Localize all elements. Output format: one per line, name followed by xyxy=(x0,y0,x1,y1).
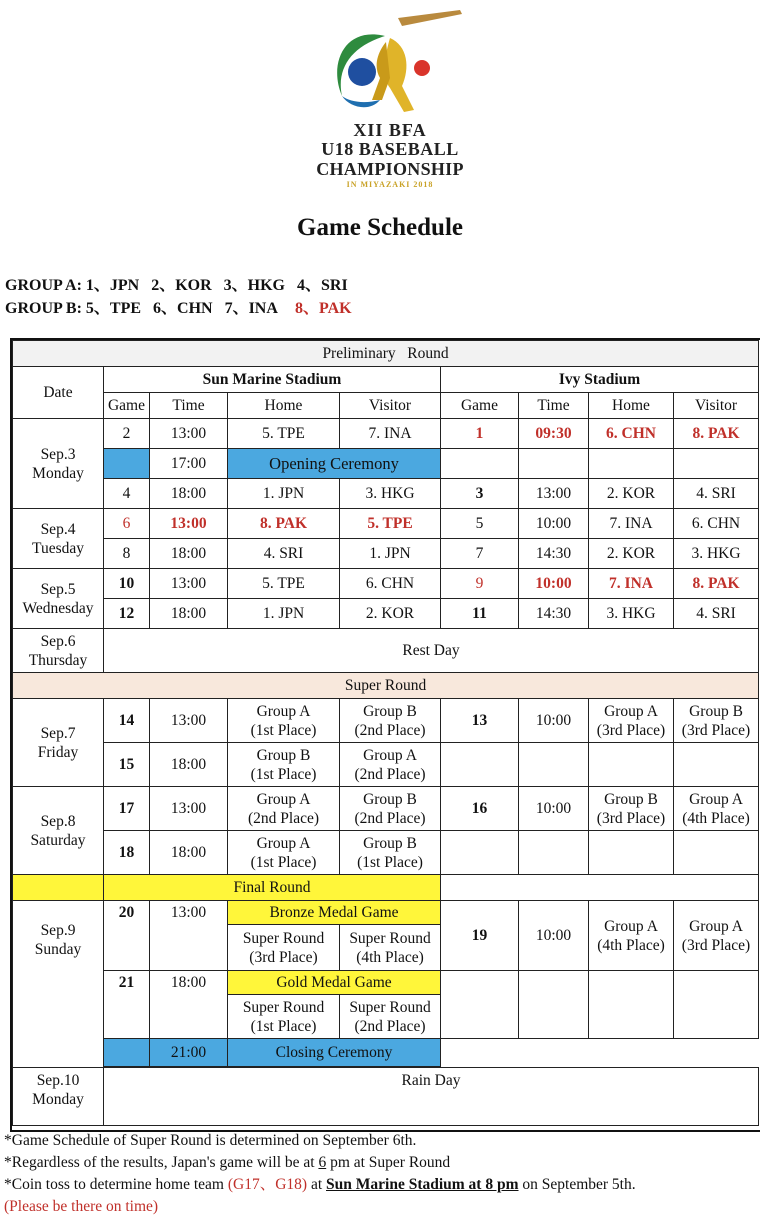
visitor-team: Super Round (4th Place) xyxy=(340,925,441,971)
blank-cell xyxy=(104,449,150,479)
game-number: 5 xyxy=(441,509,519,539)
group-a-label: GROUP A: xyxy=(5,277,82,294)
game-number: 13 xyxy=(441,699,519,743)
visitor-team: 4. SRI xyxy=(674,599,759,629)
visitor-team: 6. CHN xyxy=(674,509,759,539)
home-team: Group A (2nd Place) xyxy=(228,787,340,831)
home-team: 1. JPN xyxy=(228,599,340,629)
home-team: Group B (3rd Place) xyxy=(589,787,674,831)
visitor-team: Group A (2nd Place) xyxy=(340,743,441,787)
group-b-line xyxy=(5,297,352,320)
visitor-team: 5. TPE xyxy=(340,509,441,539)
game-time: 18:00 xyxy=(150,479,228,509)
game-number: 18 xyxy=(104,831,150,875)
game-number: 1 xyxy=(441,419,519,449)
visitor-team: 7. INA xyxy=(340,419,441,449)
note-2 xyxy=(4,1152,636,1174)
group-b-label: GROUP B: xyxy=(5,300,82,317)
rest-day: Rest Day xyxy=(104,629,759,673)
note-3-at: at xyxy=(310,1176,323,1193)
group-b-teams: 5、TPE 6、CHN 7、INA xyxy=(85,300,278,317)
group-a-line xyxy=(5,274,352,297)
visitor-team: Group B (2nd Place) xyxy=(340,699,441,743)
opening-ceremony: Opening Ceremony xyxy=(228,449,441,479)
logo-line-4: IN MIYAZAKI 2018 xyxy=(346,180,434,189)
table-row xyxy=(13,509,759,539)
game-time: 10:00 xyxy=(519,699,589,743)
table-row xyxy=(13,599,759,629)
table-row xyxy=(13,743,759,787)
game-number: 15 xyxy=(104,743,150,787)
home-team: Group A (1st Place) xyxy=(228,831,340,875)
group-a-teams: 1、JPN 2、KOR 3、HKG 4、SRI xyxy=(85,277,348,294)
blank-cell xyxy=(441,743,519,787)
col-visitor: Visitor xyxy=(340,393,441,419)
note-3-location: Sun Marine Stadium at 8 pm xyxy=(326,1176,519,1193)
table-row xyxy=(13,539,759,569)
game-time: 18:00 xyxy=(150,743,228,787)
visitor-team: Group B (3rd Place) xyxy=(674,699,759,743)
date-header: Date xyxy=(13,367,104,419)
table-row xyxy=(13,449,759,479)
final-round-header: Final Round xyxy=(104,875,441,901)
note-2-text-end: pm at Super Round xyxy=(330,1154,451,1171)
table-row xyxy=(13,419,759,449)
blank-cell xyxy=(519,971,589,1039)
game-number: 3 xyxy=(441,479,519,509)
visitor-team: Super Round (2nd Place) xyxy=(340,995,441,1039)
visitor-team: 8. PAK xyxy=(674,419,759,449)
logo-line-2: U18 BASEBALL xyxy=(321,139,459,159)
blank-cell xyxy=(104,1039,150,1067)
game-number: 12 xyxy=(104,599,150,629)
blank-cell xyxy=(674,743,759,787)
home-team: Group B (1st Place) xyxy=(228,743,340,787)
table-row xyxy=(13,901,759,925)
game-time: 09:30 xyxy=(519,419,589,449)
col-visitor: Visitor xyxy=(674,393,759,419)
game-time: 13:00 xyxy=(150,699,228,743)
table-row xyxy=(13,971,759,995)
col-time: Time xyxy=(519,393,589,419)
date-cell: Sep.8 Saturday xyxy=(13,787,104,875)
game-number: 14 xyxy=(104,699,150,743)
game-time: 10:00 xyxy=(519,901,589,971)
home-team: 2. KOR xyxy=(589,479,674,509)
game-time: 14:30 xyxy=(519,539,589,569)
blank-cell xyxy=(13,875,104,901)
blank-cell xyxy=(441,831,519,875)
rain-day: Rain Day xyxy=(104,1068,759,1126)
game-time: 14:30 xyxy=(519,599,589,629)
game-time: 10:00 xyxy=(519,509,589,539)
game-time: 13:00 xyxy=(150,787,228,831)
home-team: Group A (3rd Place) xyxy=(589,699,674,743)
note-2-time: 6 xyxy=(318,1154,327,1171)
blank-cell xyxy=(441,971,519,1039)
closing-ceremony: Closing Ceremony xyxy=(228,1039,441,1067)
game-time: 13:00 xyxy=(519,479,589,509)
visitor-team: 3. HKG xyxy=(674,539,759,569)
game-number: 6 xyxy=(104,509,150,539)
opening-time: 17:00 xyxy=(150,449,228,479)
blank-cell xyxy=(519,831,589,875)
game-time: 10:00 xyxy=(519,787,589,831)
table-row xyxy=(13,699,759,743)
game-number: 17 xyxy=(104,787,150,831)
home-team: Group A (1st Place) xyxy=(228,699,340,743)
date-cell: Sep.3 Monday xyxy=(13,419,104,509)
visitor-team: 6. CHN xyxy=(340,569,441,599)
col-home: Home xyxy=(589,393,674,419)
date-cell: Sep.6 Thursday xyxy=(13,629,104,673)
visitor-team: 4. SRI xyxy=(674,479,759,509)
blank-cell xyxy=(674,831,759,875)
blank-cell xyxy=(441,875,759,901)
blank-cell xyxy=(589,971,674,1039)
home-team: 1. JPN xyxy=(228,479,340,509)
gold-medal-game: Gold Medal Game xyxy=(228,971,441,995)
table-row xyxy=(13,569,759,599)
ivy-stadium-header: Ivy Stadium xyxy=(441,367,759,393)
game-number: 19 xyxy=(441,901,519,971)
col-game: Game xyxy=(104,393,150,419)
game-number: 16 xyxy=(441,787,519,831)
blank-cell xyxy=(674,449,759,479)
home-team: 5. TPE xyxy=(228,569,340,599)
prelim-round-header: Preliminary Round xyxy=(13,341,759,367)
blank-cell xyxy=(589,831,674,875)
blank-cell xyxy=(519,449,589,479)
game-time: 13:00 xyxy=(150,419,228,449)
note-1: *Game Schedule of Super Round is determined on September 6th. xyxy=(4,1132,417,1149)
table-row xyxy=(13,787,759,831)
game-number: 8 xyxy=(104,539,150,569)
note-2-text: *Regardless of the results, Japan's game will be at xyxy=(4,1154,315,1171)
visitor-team: 3. HKG xyxy=(340,479,441,509)
note-3 xyxy=(4,1174,636,1196)
blank-cell xyxy=(519,743,589,787)
col-time: Time xyxy=(150,393,228,419)
game-number: 20 xyxy=(104,901,150,971)
home-team: 8. PAK xyxy=(228,509,340,539)
game-number: 21 xyxy=(104,971,150,1039)
sun-marine-stadium-header: Sun Marine Stadium xyxy=(104,367,441,393)
blank-cell xyxy=(441,1039,759,1068)
table-row xyxy=(13,1068,759,1126)
table-row xyxy=(13,1039,759,1067)
date-cell: Sep.9 Sunday xyxy=(13,901,104,1068)
bronze-medal-game: Bronze Medal Game xyxy=(228,901,441,925)
game-number: 7 xyxy=(441,539,519,569)
note-3-games: (G17、G18) xyxy=(227,1176,308,1193)
schedule-table xyxy=(12,340,759,1126)
game-number: 9 xyxy=(441,569,519,599)
home-team: Super Round (3rd Place) xyxy=(228,925,340,971)
visitor-team: 1. JPN xyxy=(340,539,441,569)
note-3-text: *Coin toss to determine home team xyxy=(4,1176,224,1193)
game-time: 13:00 xyxy=(150,509,228,539)
note-3-date: on September 5th. xyxy=(522,1176,636,1193)
game-time: 13:00 xyxy=(150,901,228,971)
table-row xyxy=(13,629,759,673)
group-listing xyxy=(5,274,352,320)
championship-logo xyxy=(290,8,490,188)
col-game: Game xyxy=(441,393,519,419)
visitor-team: Group B (2nd Place) xyxy=(340,787,441,831)
game-time: 10:00 xyxy=(519,569,589,599)
home-team: 3. HKG xyxy=(589,599,674,629)
blank-cell xyxy=(589,449,674,479)
visitor-team: Group A (4th Place) xyxy=(674,787,759,831)
logo-line-1: XII BFA xyxy=(353,120,427,140)
home-team: 6. CHN xyxy=(589,419,674,449)
blank-cell xyxy=(441,449,519,479)
col-home: Home xyxy=(228,393,340,419)
home-team: 7. INA xyxy=(589,569,674,599)
game-time: 13:00 xyxy=(150,569,228,599)
logo-line-3: CHAMPIONSHIP xyxy=(316,159,464,179)
page-title: Game Schedule xyxy=(297,214,463,241)
note-4: (Please be there on time) xyxy=(4,1198,159,1215)
home-team: 5. TPE xyxy=(228,419,340,449)
date-cell: Sep.10 Monday xyxy=(13,1068,104,1126)
home-team: Super Round (1st Place) xyxy=(228,995,340,1039)
blank-cell xyxy=(674,971,759,1039)
date-cell: Sep.7 Friday xyxy=(13,699,104,787)
batter-emblem-icon xyxy=(290,8,490,120)
group-b-pak: 8、PAK xyxy=(295,300,352,317)
blank-cell xyxy=(589,743,674,787)
closing-time: 21:00 xyxy=(150,1039,228,1067)
home-team: 4. SRI xyxy=(228,539,340,569)
home-team: Group A (4th Place) xyxy=(589,901,674,971)
visitor-team: Group A (3rd Place) xyxy=(674,901,759,971)
table-row xyxy=(13,831,759,875)
date-cell: Sep.5 Wednesday xyxy=(13,569,104,629)
date-cell: Sep.4 Tuesday xyxy=(13,509,104,569)
visitor-team: 2. KOR xyxy=(340,599,441,629)
game-time: 18:00 xyxy=(150,971,228,1039)
game-number: 10 xyxy=(104,569,150,599)
visitor-team: Group B (1st Place) xyxy=(340,831,441,875)
game-number: 11 xyxy=(441,599,519,629)
game-number: 4 xyxy=(104,479,150,509)
game-number: 2 xyxy=(104,419,150,449)
home-team: 2. KOR xyxy=(589,539,674,569)
footnotes xyxy=(4,1130,636,1218)
super-round-header: Super Round xyxy=(13,673,759,699)
game-time: 18:00 xyxy=(150,599,228,629)
game-time: 18:00 xyxy=(150,831,228,875)
game-time: 18:00 xyxy=(150,539,228,569)
table-row xyxy=(13,479,759,509)
home-team: 7. INA xyxy=(589,509,674,539)
visitor-team: 8. PAK xyxy=(674,569,759,599)
